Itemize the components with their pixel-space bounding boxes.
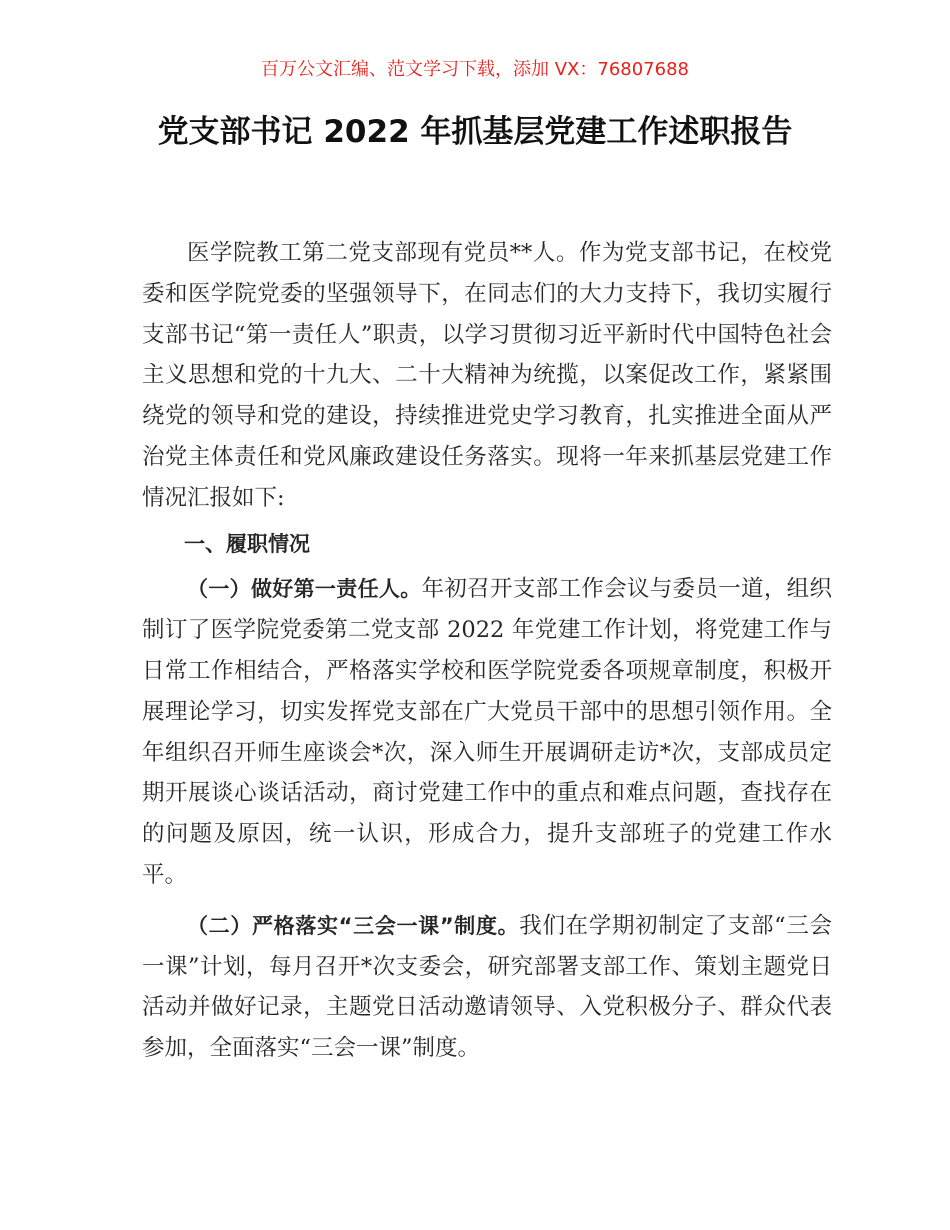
item-1-text: 年初召开支部工作会议与委员一道，组织制订了医学院党委第二党支部 2022 年党建工作计划，将党建工作与日常工作相结合，严格落实学校和医学院党委各项规章制度，积极开展理论学习，切实发挥党支部在广大党员干部中的思想引领作用。全年组织召开师生座谈会*次，深入师生开展调研走访*次，支部成员定期开展谈心谈话活动，商讨党建工作中的重点和难点问题，查找存在的问题及原因，统一认识，形成合力，提升支部班子的党建工作水平。	[142, 576, 832, 888]
intro-paragraph: 医学院教工第二党支部现有党员**人。作为党支部书记，在校党委和医学院党委的坚强领导下，在同志们的大力支持下，我切实履行支部书记“第一责任人”职责，以学习贯彻习近平新时代中国特色社会主义思想和党的十九大、二十大精神为统揽，以案促改工作，紧紧围绕党的领导和党的建设，持续推进党史学习教育，扎实推进全面从严治党主体责任和党风廉政建设任务落实。现将一年来抓基层党建工作情况汇报如下:	[142, 240, 832, 511]
item-2-text: 我们在学期初制定了支部“三会一课”计划，每月召开*次支委会，研究部署支部工作、策划主题党日活动并做好记录，主题党日活动邀请领导、入党积极分子、群众代表参加，全面落实“三会一课”制度。	[142, 912, 832, 1062]
document-title: 党支部书记 2022 年抓基层党建工作述职报告	[157, 114, 793, 150]
item-paragraph-2	[142, 906, 832, 1069]
item-paragraph-1	[142, 569, 832, 895]
item-2-lead: （二）严格落实“三会一课”制度。	[187, 913, 520, 938]
item-1-lead: （一）做好第一责任人。	[187, 577, 422, 602]
document-body	[142, 233, 832, 1069]
header-watermark: 百万公文汇编、范文学习下载，添加 VX：76807688	[261, 59, 689, 80]
section-heading-duty: 一、履职情况	[184, 531, 310, 556]
